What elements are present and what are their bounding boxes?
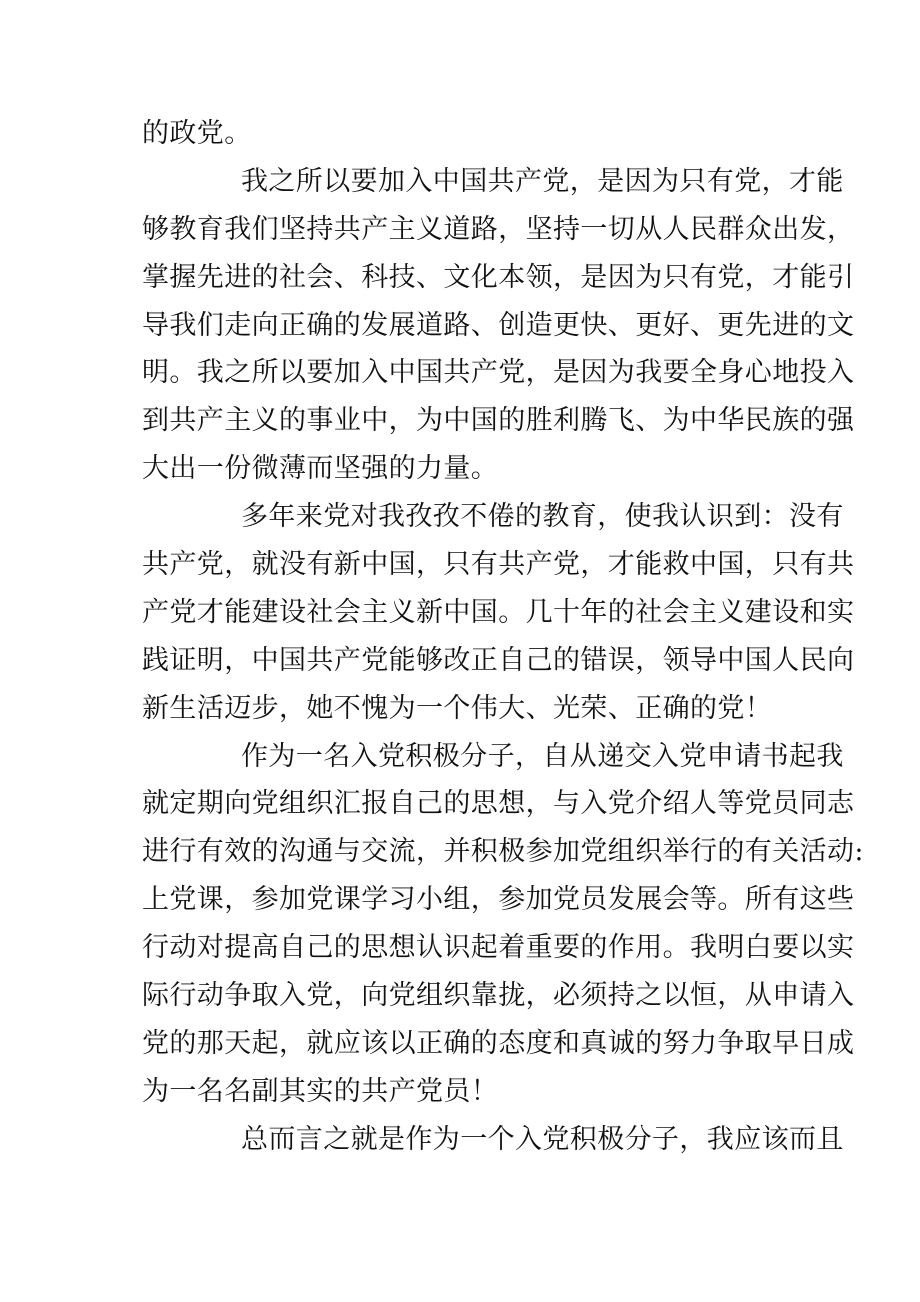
text-line: 新生活迈步，她不愧为一个伟大、光荣、正确的党！ [142,692,773,724]
text-line: 的政党。 [142,118,252,149]
text-line: 产党才能建设社会主义新中国。几十年的社会主义建设和实 [142,596,855,628]
text-line: 就定期向党组织汇报自己的思想，与入党介绍人等党员同志 [142,788,855,820]
text-line: 够教育我们坚持共产主义道路，坚持一切从人民群众出发， [142,213,855,245]
paragraph-first-line: 作为一名入党积极分子，自从递交入党申请书起我 [241,740,844,772]
text-line: 际行动争取入党，向党组织靠拢，必须持之以恒，从申请入 [142,980,855,1012]
text-line: 大出一份微薄而坚强的力量。 [142,453,499,485]
text-line: 导我们走向正确的发展道路、创造更快、更好、更先进的文 [142,309,855,341]
text-line: 到共产主义的事业中，为中国的胜利腾飞、为中华民族的强 [142,405,855,437]
document-body [142,110,864,1164]
text-line: 明。我之所以要加入中国共产党，是因为我要全身心地投入 [142,357,855,389]
text-line: 践证明，中国共产党能够改正自己的错误，领导中国人民向 [142,644,855,676]
paragraph-first-line: 多年来党对我孜孜不倦的教育，使我认识到：没有 [241,501,844,533]
paragraph-first-line: 我之所以要加入中国共产党，是因为只有党，才能 [241,165,844,197]
text-line: 掌握先进的社会、科技、文化本领，是因为只有党，才能引 [142,261,855,293]
text-line: 上党课，参加党课学习小组，参加党员发展会等。所有这些 [142,884,855,916]
text-line: 为一名名副其实的共产党员！ [142,1075,499,1107]
text-line: 共产党，就没有新中国，只有共产党，才能救中国，只有共 [142,549,855,581]
text-line: 行动对提高自己的思想认识起着重要的作用。我明白要以实 [142,932,855,964]
paragraph-first-line: 总而言之就是作为一个入党积极分子，我应该而且 [241,1123,844,1155]
text-line: 党的那天起，就应该以正确的态度和真诚的努力争取早日成 [142,1027,855,1059]
text-line: 进行有效的沟通与交流，并积极参加党组织举行的有关活动: [142,836,864,868]
